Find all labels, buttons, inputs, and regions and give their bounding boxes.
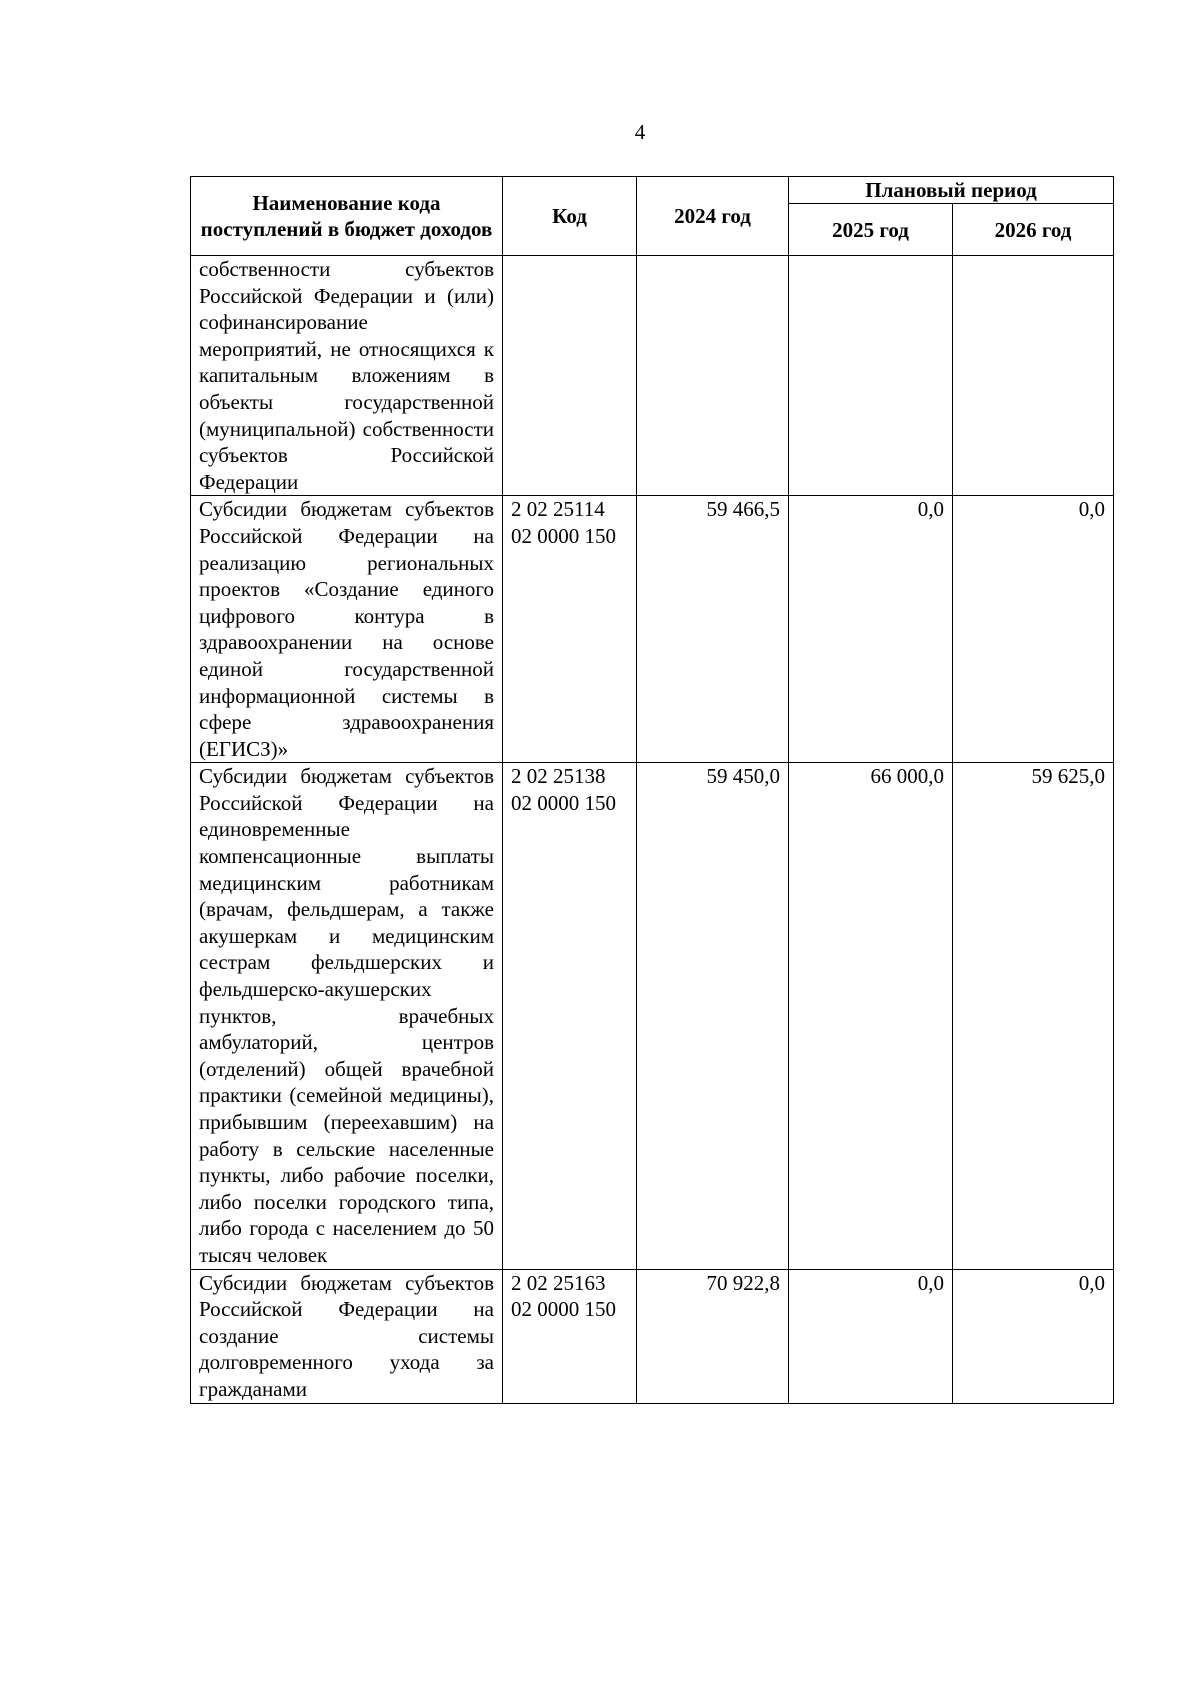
table-row xyxy=(191,256,1114,496)
page-number: 4 xyxy=(634,120,646,144)
row-value-2025 xyxy=(789,256,953,496)
row-name: собственности субъектов Российской Федерации и (или) софинансирование мероприятий, не относящихся к капитальным вложениям в объекты государственной (муниципальной) собственности субъектов Российской Федерации xyxy=(191,256,503,496)
table-row xyxy=(191,1269,1114,1403)
header-code: Код xyxy=(503,177,637,256)
header-planned-period: Плановый период xyxy=(789,177,1114,204)
row-value-2025: 0,0 xyxy=(789,1269,953,1403)
header-2025: 2025 год xyxy=(789,204,953,256)
row-name: Субсидии бюджетам субъектов Российской Федерации на единовременные компенсационные выплаты медицинским работникам (врачам, фельдшерам, а также акушеркам и медицинским сестрам фельдшерских и фельдшерско-акушерских пунктов, врачебных амбулаторий, центров (отделений) общей врачебной практики (семейной медицины), прибывшим (переехавшим) на работу в сельские населенные пункты, либо рабочие поселки, либо поселки городского типа, либо города с населением до 50 тысяч человек xyxy=(191,763,503,1269)
table-row xyxy=(191,763,1114,1269)
row-value-2026: 0,0 xyxy=(953,1269,1114,1403)
row-value-2026: 0,0 xyxy=(953,496,1114,763)
row-value-2025: 0,0 xyxy=(789,496,953,763)
header-2026: 2026 год xyxy=(953,204,1114,256)
table-row xyxy=(191,496,1114,763)
row-value-2026: 59 625,0 xyxy=(953,763,1114,1269)
revenue-table xyxy=(190,176,1114,1404)
row-value-2026 xyxy=(953,256,1114,496)
row-value-2024: 59 450,0 xyxy=(637,763,789,1269)
header-name: Наименование кода поступлений в бюджет доходов xyxy=(191,177,503,256)
row-value-2024: 70 922,8 xyxy=(637,1269,789,1403)
row-code: 2 02 25138 02 0000 150 xyxy=(503,763,637,1269)
row-code: 2 02 25114 02 0000 150 xyxy=(503,496,637,763)
row-name: Субсидии бюджетам субъектов Российской Федерации на реализацию региональных проектов «Создание единого цифрового контура в здравоохранении на основе единой государственной информационной системы в сфере здравоохранения (ЕГИСЗ)» xyxy=(191,496,503,763)
row-value-2024 xyxy=(637,256,789,496)
row-code xyxy=(503,256,637,496)
row-value-2024: 59 466,5 xyxy=(637,496,789,763)
row-name: Субсидии бюджетам субъектов Российской Федерации на создание системы долговременного ухода за гражданами xyxy=(191,1269,503,1403)
row-code: 2 02 25163 02 0000 150 xyxy=(503,1269,637,1403)
header-row-top xyxy=(191,177,1114,204)
row-value-2025: 66 000,0 xyxy=(789,763,953,1269)
header-2024: 2024 год xyxy=(637,177,789,256)
